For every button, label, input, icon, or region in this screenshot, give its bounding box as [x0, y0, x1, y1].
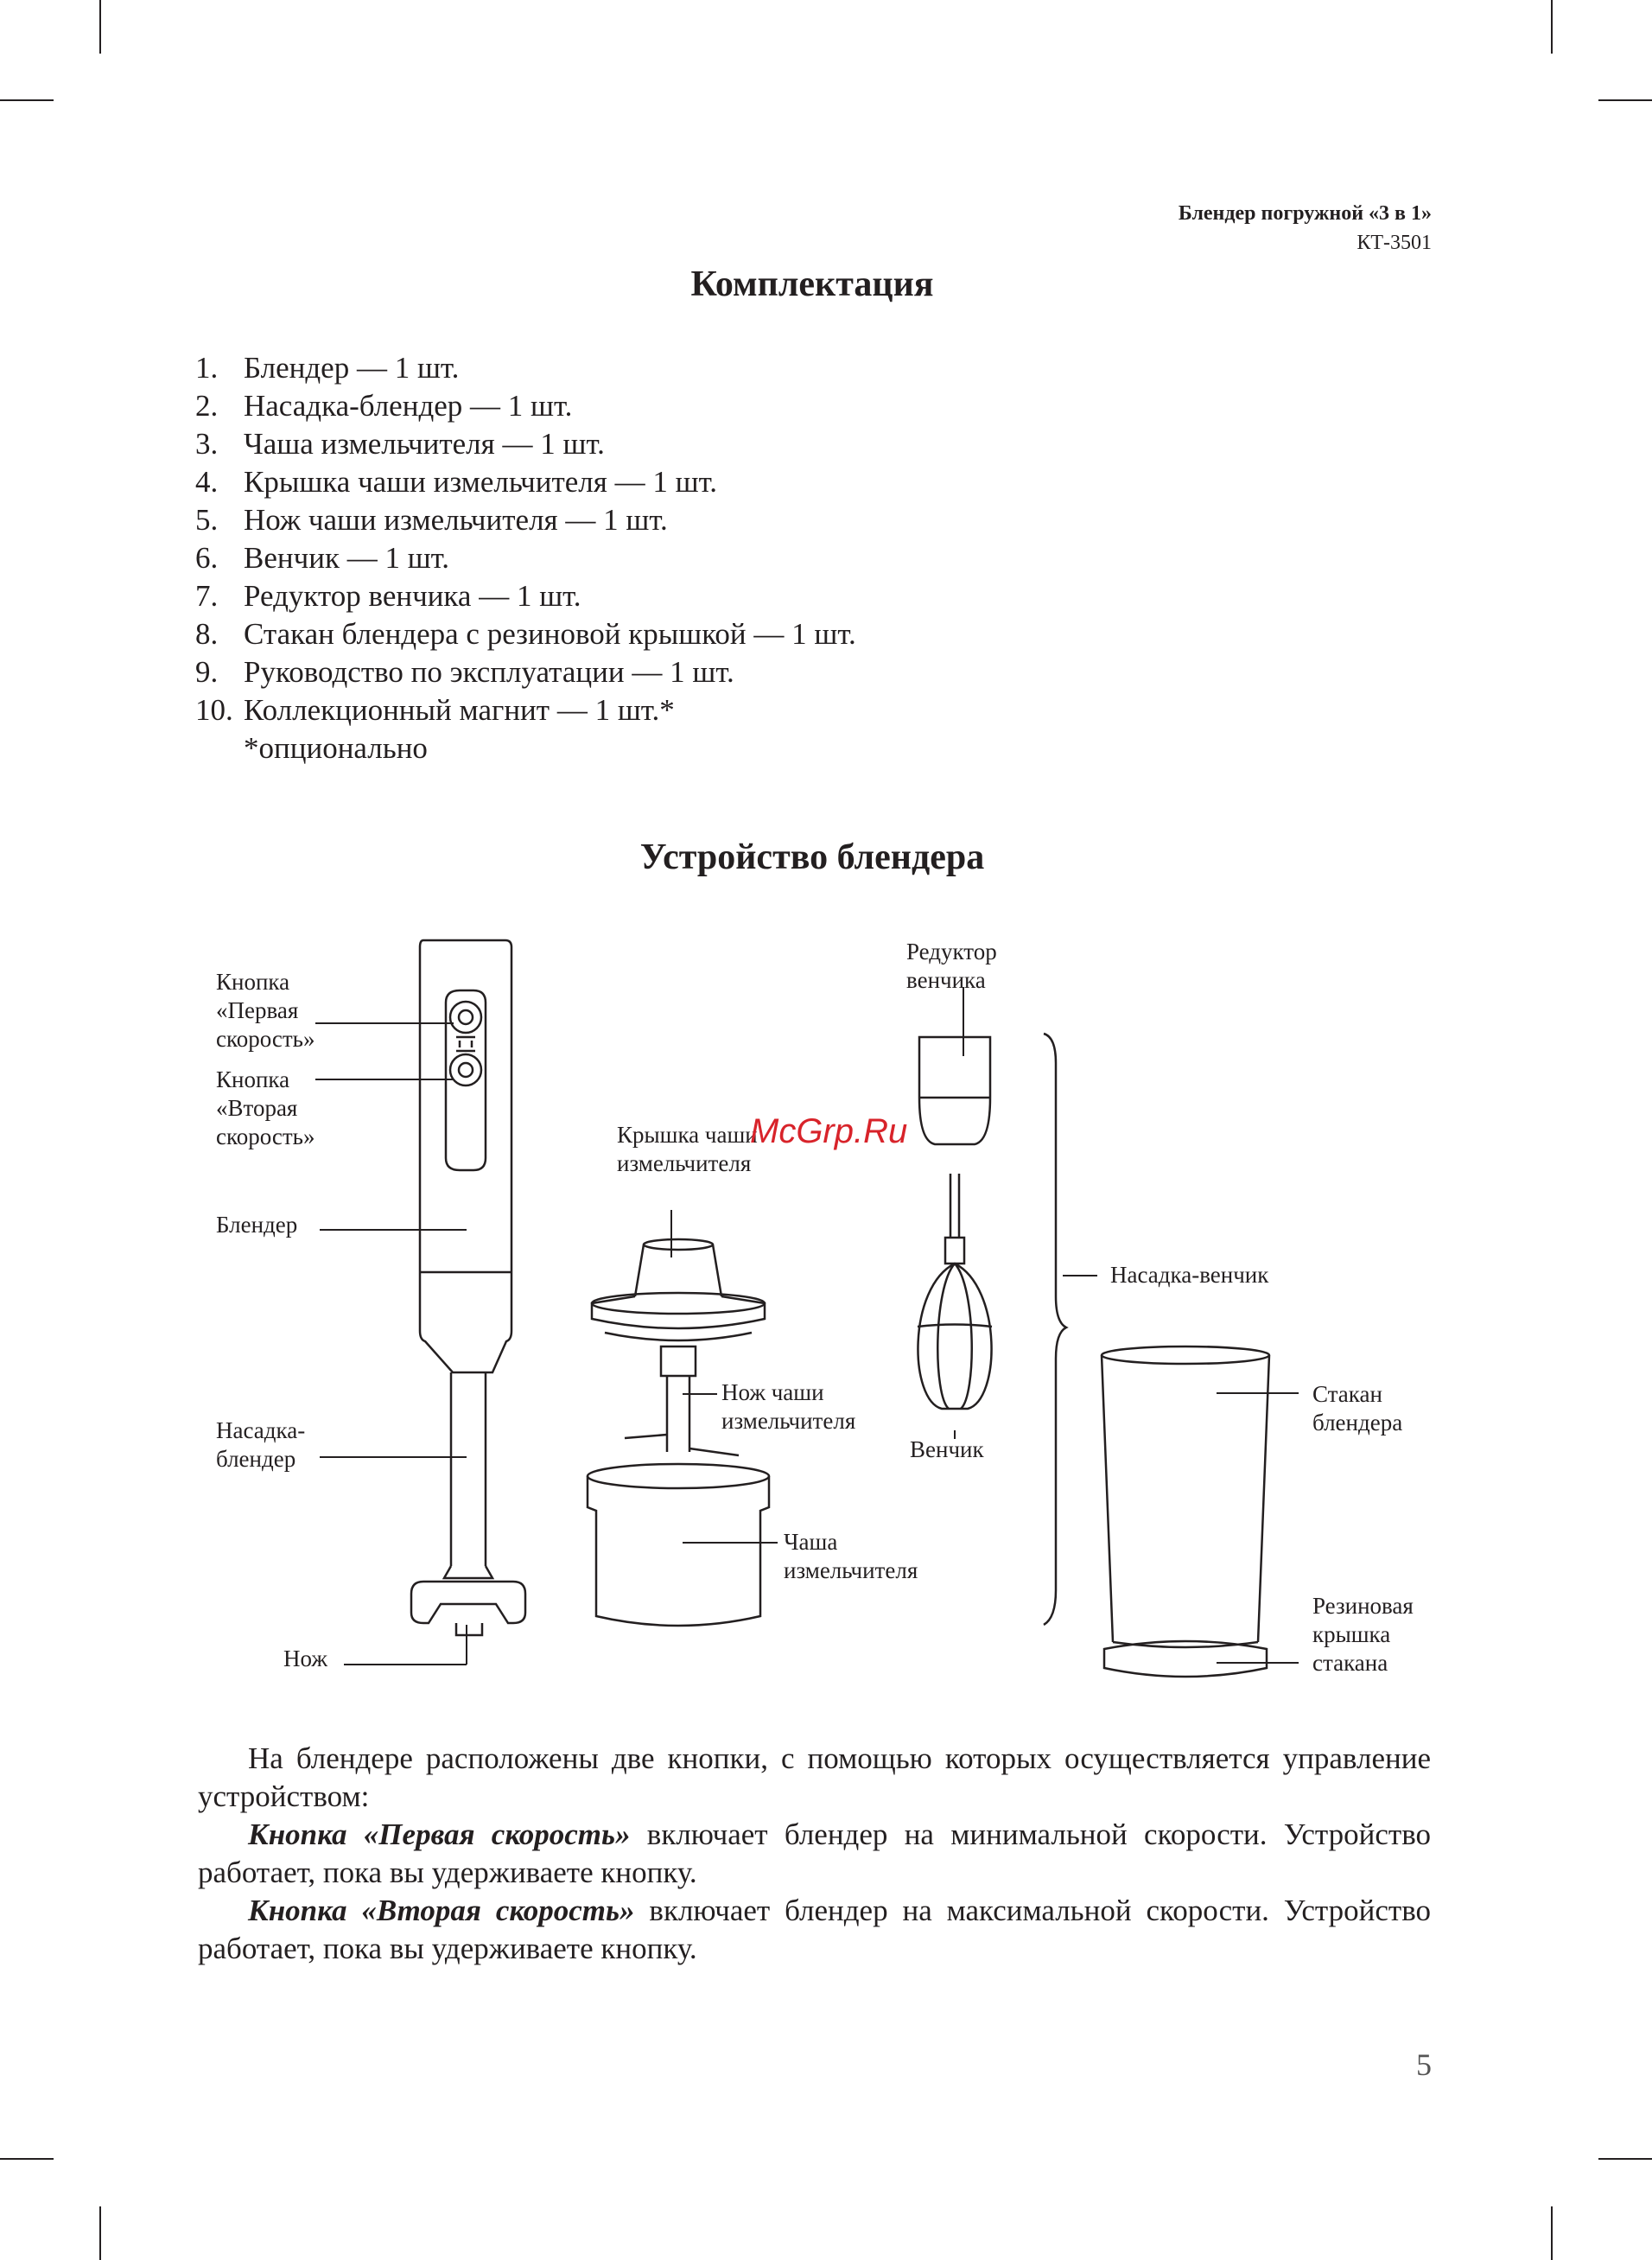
list-item [195, 615, 856, 653]
item-number: 6. [195, 541, 219, 575]
blender-drawing [411, 940, 525, 1635]
label-reducer-line1: Редуктор [906, 939, 997, 964]
list-item [195, 691, 856, 729]
crop-mark [1551, 2206, 1553, 2260]
label-btn1-line2: «Первая [216, 997, 299, 1023]
crop-mark [99, 2206, 101, 2260]
crop-mark [1598, 99, 1652, 101]
label-glass-line1: Стакан [1312, 1381, 1382, 1407]
blender-glass-drawing [1102, 1346, 1269, 1677]
optional-note: *опционально [244, 731, 428, 765]
label-nozzle-line2: блендер [216, 1446, 296, 1472]
chopper-lid-drawing [592, 1239, 765, 1340]
whisk-bracket [1044, 1034, 1066, 1625]
item-number: 4. [195, 465, 219, 499]
crop-mark [0, 2158, 54, 2160]
label-whisk: Венчик [910, 1436, 984, 1462]
section-title-device: Устройство блендера [639, 837, 985, 877]
item-text: Блендер — 1 шт. [244, 351, 460, 385]
crop-mark [1551, 0, 1553, 54]
contents-list [195, 349, 856, 767]
label-rubber-line3: стакана [1312, 1650, 1388, 1676]
whisk-drawing [918, 1174, 992, 1409]
list-item [195, 577, 856, 615]
item-text: Нож чаши измельчителя — 1 шт. [244, 503, 668, 537]
label-whisk-attachment: Насадка-венчик [1110, 1262, 1269, 1288]
paragraph-first-speed [198, 1816, 1431, 1892]
label-rubber-line1: Резиновая [1312, 1593, 1414, 1619]
label-btn1-line3: скорость» [216, 1026, 315, 1052]
page-number: 5 [1416, 2047, 1432, 2082]
list-item [195, 501, 856, 539]
header-title: Блендер погружной «3 в 1» [1178, 202, 1432, 225]
crop-mark [0, 99, 54, 101]
whisk-reducer-drawing [919, 1037, 990, 1144]
label-lid-line2: измельчителя [617, 1150, 752, 1176]
chopper-bowl-drawing [588, 1464, 769, 1626]
item-number: 8. [195, 617, 219, 651]
header-model: КТ-3501 [1357, 232, 1432, 254]
label-chopknife-line2: измельчителя [721, 1408, 856, 1434]
list-item [195, 653, 856, 691]
item-text: Коллекционный магнит — 1 шт.* [244, 693, 675, 727]
label-blender: Блендер [216, 1212, 298, 1238]
list-item [195, 425, 856, 463]
item-number: 9. [195, 655, 219, 689]
item-number: 10. [195, 693, 233, 727]
item-text: Чаша измельчителя — 1 шт. [244, 427, 605, 461]
item-number: 1. [195, 351, 219, 385]
label-rubber-line2: крышка [1312, 1621, 1391, 1647]
item-number: 2. [195, 389, 219, 423]
label-bowl-line1: Чаша [784, 1529, 838, 1555]
label-nozzle-line1: Насадка- [216, 1417, 306, 1443]
item-text: Редуктор венчика — 1 шт. [244, 579, 581, 613]
label-knife: Нож [283, 1646, 327, 1671]
list-item [195, 539, 856, 577]
first-speed-term: Кнопка «Первая скорость» [248, 1818, 631, 1851]
list-item [195, 349, 856, 387]
item-text: Насадка-блендер — 1 шт. [244, 389, 573, 423]
label-bowl-line2: измельчителя [784, 1557, 918, 1583]
item-text: Крышка чаши измельчителя — 1 шт. [244, 465, 717, 499]
label-reducer-line2: венчика [906, 967, 986, 993]
label-btn2-line2: «Вторая [216, 1095, 298, 1121]
item-number: 5. [195, 503, 219, 537]
item-text: Стакан блендера с резиновой крышкой — 1 шт. [244, 617, 856, 651]
watermark: McGrp.Ru [750, 1112, 908, 1150]
item-text: Венчик — 1 шт. [244, 541, 450, 575]
label-btn2-line3: скорость» [216, 1124, 315, 1149]
label-btn1-line1: Кнопка [216, 969, 290, 995]
intro-paragraph: На блендере расположены две кнопки, с помощью которых осуществляется управление устройством: [198, 1741, 1431, 1813]
list-item [195, 463, 856, 501]
label-lid-line1: Крышка чаши [617, 1122, 758, 1148]
label-btn2-line1: Кнопка [216, 1066, 290, 1092]
crop-mark [1598, 2158, 1652, 2160]
label-chopknife-line1: Нож чаши [721, 1379, 824, 1405]
paragraph-second-speed [198, 1892, 1431, 1968]
label-glass-line2: блендера [1312, 1410, 1403, 1436]
first-speed-text: включает блендер на минимальной скорости. Устройство работает, пока вы удерживаете кнопку. [198, 1818, 1431, 1889]
second-speed-term: Кнопка «Вторая скорость» [248, 1894, 635, 1927]
item-number: 7. [195, 579, 219, 613]
list-item [195, 387, 856, 425]
item-text: Руководство по эксплуатации — 1 шт. [244, 655, 734, 689]
device-diagram [0, 916, 1652, 1694]
item-number: 3. [195, 427, 219, 461]
second-speed-text: включает блендер на максимальной скорости. Устройство работает, пока вы удерживаете кнопку. [198, 1894, 1431, 1965]
crop-mark [99, 0, 101, 54]
section-title-contents: Комплектация [690, 264, 934, 304]
